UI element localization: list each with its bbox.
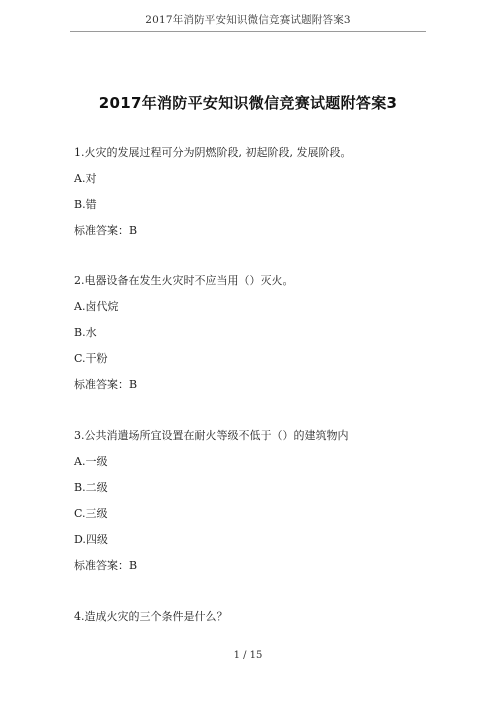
question-2-option-a: A.卤代烷 — [74, 300, 119, 313]
question-1-text: 1.火灾的发展过程可分为阴燃阶段, 初起阶段, 发展阶段。 — [74, 146, 352, 159]
question-3-option-d: D.四级 — [74, 533, 108, 546]
question-2-option-b: B.水 — [74, 326, 97, 339]
question-1-answer: 标准答案：B — [74, 224, 138, 237]
header-divider — [70, 31, 426, 32]
question-4-text: 4.造成火灾的三个条件是什么？ — [74, 610, 228, 623]
question-3-option-a: A.一级 — [74, 455, 108, 468]
question-3-text: 3.公共消遣场所宜设置在耐火等级不低于（）的建筑物内 — [74, 429, 349, 442]
question-3-option-b: B.二级 — [74, 481, 108, 494]
question-3-answer: 标准答案：B — [74, 559, 138, 572]
question-1-option-b: B.错 — [74, 198, 97, 211]
question-1-option-a: A.对 — [74, 172, 97, 185]
page-number: 1 / 15 — [233, 650, 263, 661]
question-2-option-c: C.干粉 — [74, 352, 108, 365]
question-2-answer: 标准答案：B — [74, 378, 138, 391]
question-2-text: 2.电器设备在发生火灾时不应当用（）灭火。 — [74, 274, 294, 287]
document-title: 2017年消防平安知识微信竞赛试题附答案3 — [98, 94, 398, 112]
running-header: 2017年消防平安知识微信竞赛试题附答案3 — [145, 14, 351, 26]
question-3-option-c: C.三级 — [74, 507, 108, 520]
